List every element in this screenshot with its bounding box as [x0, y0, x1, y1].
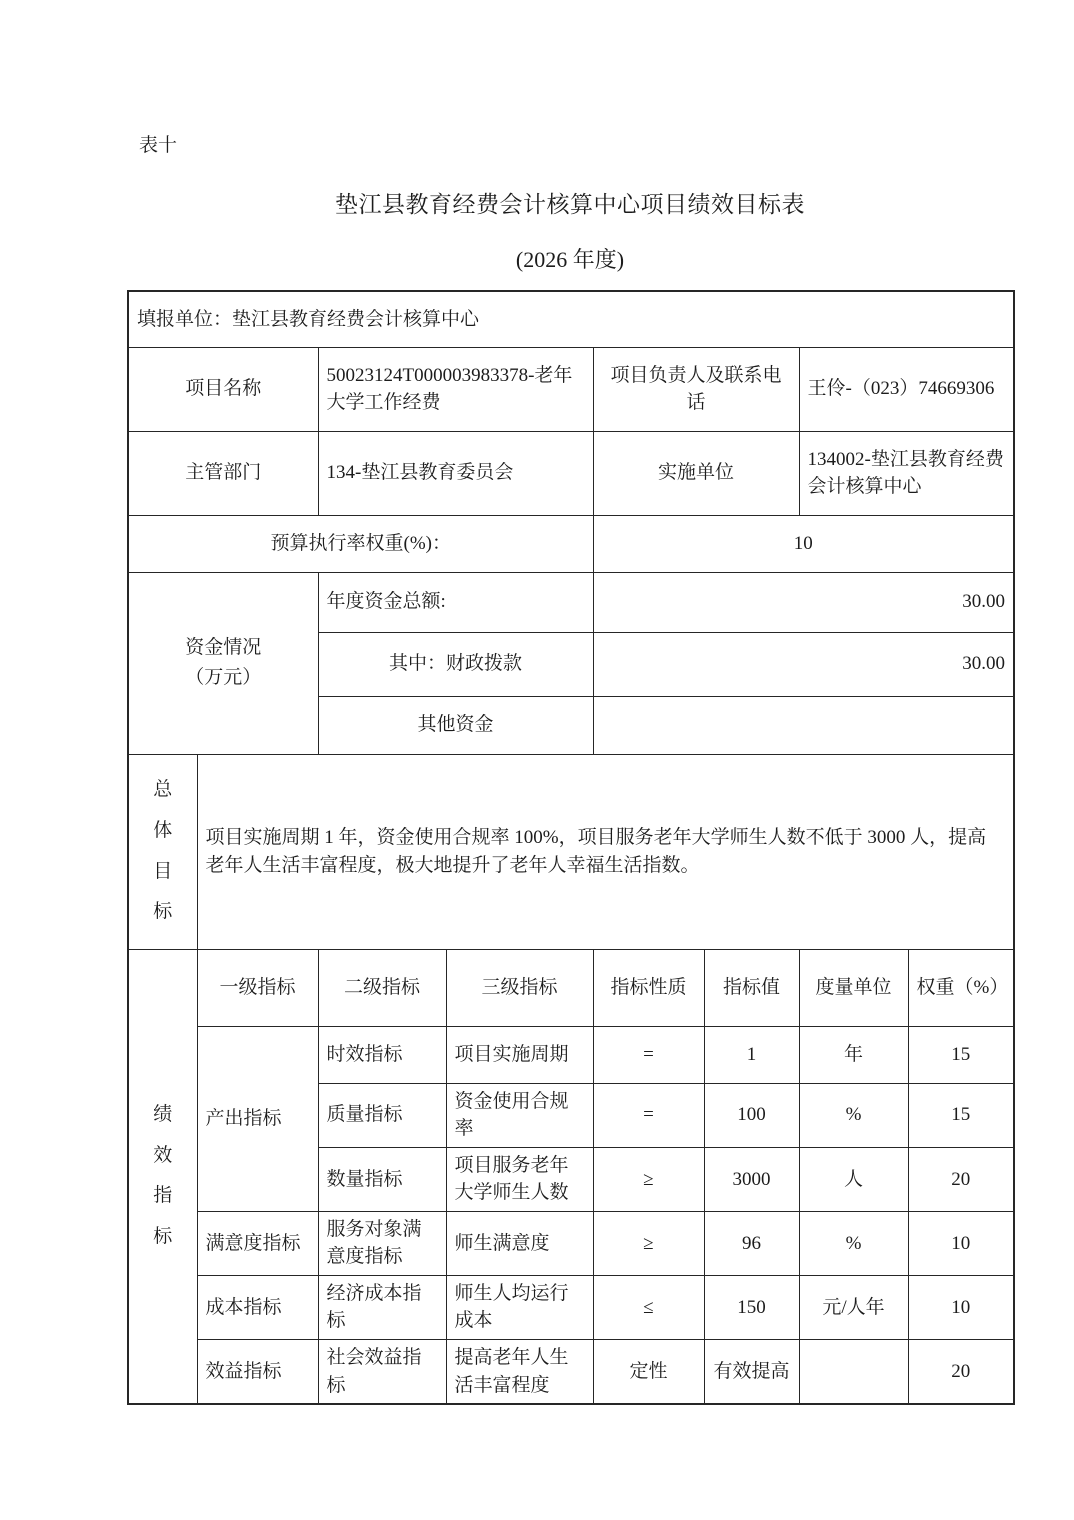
indicators-section-label: 绩效指标 [153, 1103, 173, 1248]
indicator-value: 1 [704, 1026, 799, 1083]
col-header-value: 指标值 [704, 949, 799, 1026]
indicator-weight: 15 [908, 1026, 1014, 1083]
indicator-nature: ≥ [593, 1147, 704, 1211]
indicator-unit: 元/人年 [799, 1275, 908, 1339]
indicators-section-label-cell [128, 949, 197, 1404]
funds-label-line1: 资金情况 [185, 636, 262, 658]
overall-goal-label: 总体目标 [153, 778, 173, 923]
indicator-nature: 定性 [593, 1340, 704, 1405]
indicator-nature: = [593, 1083, 704, 1147]
indicator-unit: % [799, 1211, 908, 1275]
col-header-level1: 一级指标 [197, 949, 318, 1026]
funds-total-value: 30.00 [593, 572, 1014, 632]
indicator-nature: = [593, 1026, 704, 1083]
document-body [127, 0, 1013, 1405]
indicator-value: 100 [704, 1083, 799, 1147]
indicator-level2: 经济成本指标 [318, 1275, 446, 1339]
indicator-unit [799, 1340, 908, 1405]
indicator-level1: 满意度指标 [197, 1211, 318, 1275]
leader-label: 项目负责人及联系电话 [593, 347, 799, 431]
indicator-level3: 项目服务老年大学师生人数 [446, 1147, 593, 1211]
indicator-value: 有效提高 [704, 1340, 799, 1405]
indicator-unit: 人 [799, 1147, 908, 1211]
project-name-label: 项目名称 [128, 347, 318, 431]
indicator-level3: 项目实施周期 [446, 1026, 593, 1083]
indicator-level3: 师生人均运行成本 [446, 1275, 593, 1339]
indicator-value: 3000 [704, 1147, 799, 1211]
budget-weight-label: 预算执行率权重(%)： [128, 515, 593, 572]
indicator-level2: 数量指标 [318, 1147, 446, 1211]
page-subtitle: (2026 年度) [515, 246, 625, 272]
funds-fiscal-value: 30.00 [593, 632, 1014, 696]
reporting-unit-cell: 填报单位：垫江县教育经费会计核算中心 [128, 291, 1014, 347]
table-row [128, 1026, 1014, 1083]
table-row [128, 291, 1014, 347]
indicator-value: 96 [704, 1211, 799, 1275]
implementing-unit-value: 134002-垫江县教育经费会计核算中心 [799, 431, 1014, 515]
table-row [128, 1275, 1014, 1339]
indicator-weight: 20 [908, 1340, 1014, 1405]
corner-label: 表十 [139, 135, 178, 156]
indicator-unit: % [799, 1083, 908, 1147]
col-header-unit: 度量单位 [799, 949, 908, 1026]
indicator-level1: 效益指标 [197, 1340, 318, 1405]
table-row [128, 1211, 1014, 1275]
funds-label-line2: （万元） [185, 667, 262, 689]
funds-other-label: 其他资金 [318, 696, 593, 754]
overall-goal-label-cell [128, 754, 197, 949]
overall-goal-text: 项目实施周期 1 年，资金使用合规率 100%，项目服务老年大学师生人数不低于 3000 人，提高老年人生活丰富程度，极大地提升了老年人幸福生活指数。 [197, 754, 1014, 949]
leader-value: 王伶-（023）74669306 [799, 347, 1014, 431]
funds-section-label [128, 572, 318, 754]
col-header-nature: 指标性质 [593, 949, 704, 1026]
table-row [128, 515, 1014, 572]
indicator-weight: 15 [908, 1083, 1014, 1147]
indicator-level3: 提高老年人生活丰富程度 [446, 1340, 593, 1405]
indicator-weight: 10 [908, 1275, 1014, 1339]
page-title: 垫江县教育经费会计核算中心项目绩效目标表 [335, 192, 805, 217]
table-row [128, 1340, 1014, 1405]
budget-weight-value: 10 [593, 515, 1014, 572]
table-row [128, 572, 1014, 632]
indicator-nature: ≤ [593, 1275, 704, 1339]
implementing-unit-label: 实施单位 [593, 431, 799, 515]
indicator-level2: 时效指标 [318, 1026, 446, 1083]
project-name-value: 50023124T000003983378-老年大学工作经费 [318, 347, 593, 431]
department-value: 134-垫江县教育委员会 [318, 431, 593, 515]
col-header-level3: 三级指标 [446, 949, 593, 1026]
table-row [128, 949, 1014, 1026]
table-row [128, 347, 1014, 431]
funds-total-label: 年度资金总额: [318, 572, 593, 632]
indicator-level2: 社会效益指标 [318, 1340, 446, 1405]
table-row [128, 754, 1014, 949]
indicator-value: 150 [704, 1275, 799, 1339]
indicator-level1: 产出指标 [197, 1026, 318, 1211]
indicator-level3: 师生满意度 [446, 1211, 593, 1275]
indicator-level1: 成本指标 [197, 1275, 318, 1339]
funds-fiscal-label: 其中：财政拨款 [318, 632, 593, 696]
funds-other-value [593, 696, 1014, 754]
col-header-weight: 权重（%） [908, 949, 1014, 1026]
indicator-unit: 年 [799, 1026, 908, 1083]
table-row [128, 431, 1014, 515]
indicator-level2: 服务对象满意度指标 [318, 1211, 446, 1275]
indicator-weight: 20 [908, 1147, 1014, 1211]
indicator-level3: 资金使用合规率 [446, 1083, 593, 1147]
performance-target-table [127, 290, 1015, 1405]
department-label: 主管部门 [128, 431, 318, 515]
indicator-level2: 质量指标 [318, 1083, 446, 1147]
indicator-weight: 10 [908, 1211, 1014, 1275]
col-header-level2: 二级指标 [318, 949, 446, 1026]
indicator-nature: ≥ [593, 1211, 704, 1275]
